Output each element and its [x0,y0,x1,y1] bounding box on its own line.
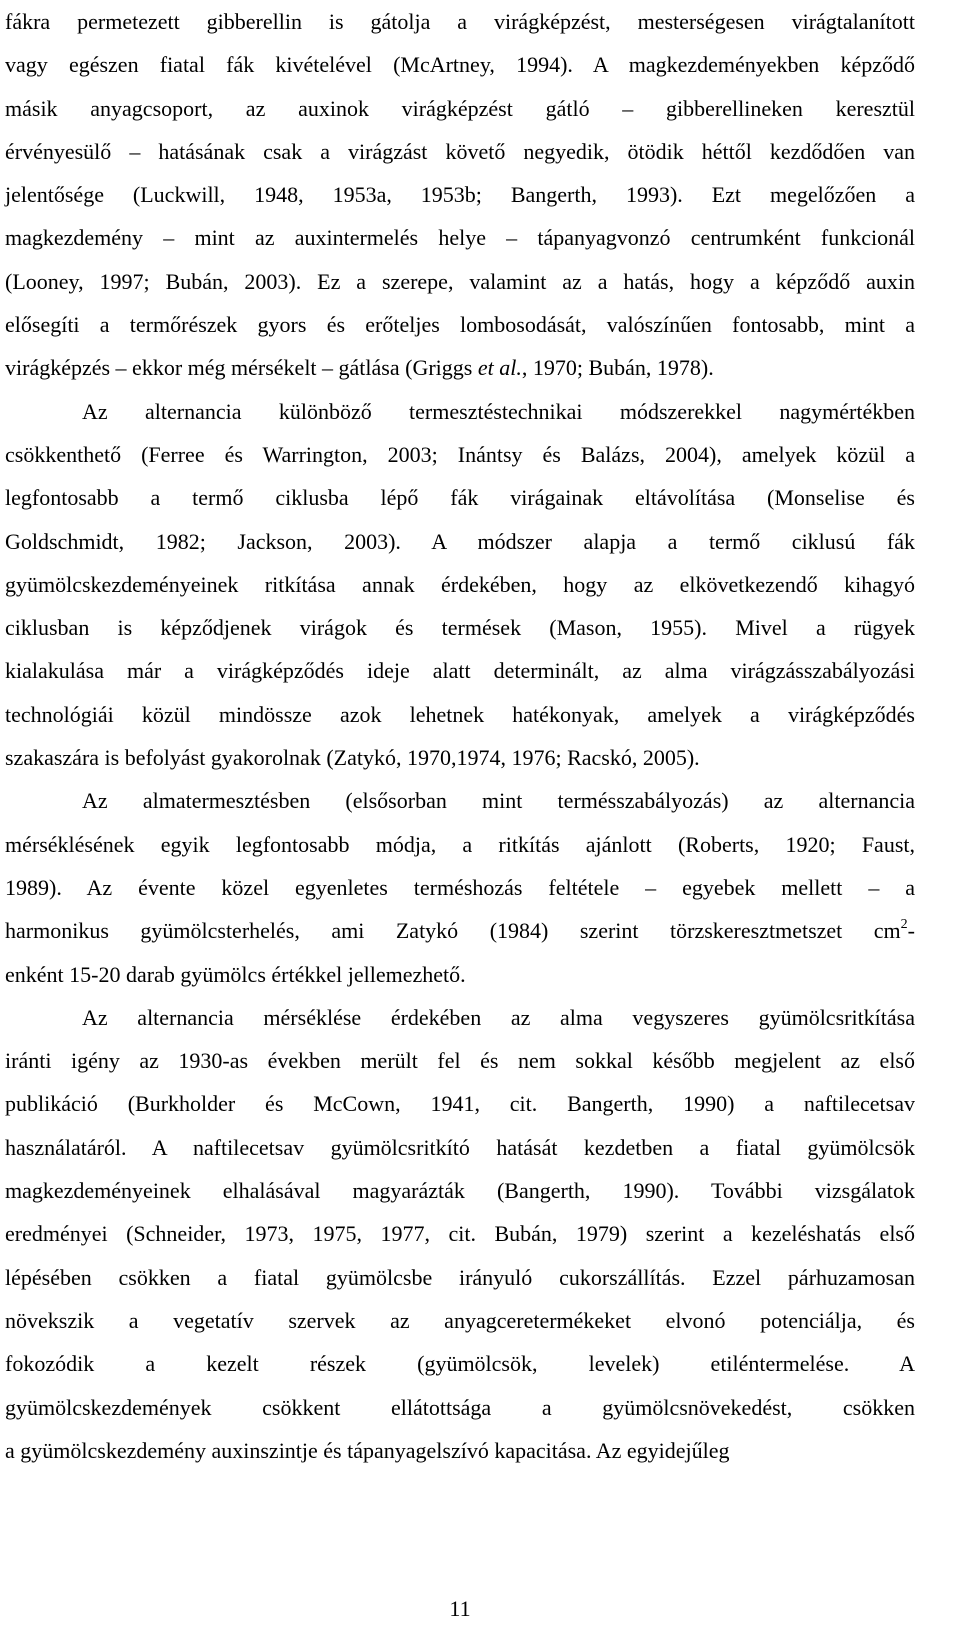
superscript-suffix: - [907,918,915,944]
superscript: 2 [900,917,908,933]
text-line: magkezdemény – mint az auxintermelés helye – tápanyagvonzó centrumként funkcionál [5,225,915,251]
text-line: jelentősége (Luckwill, 1948, 1953a, 1953b; Bangerth, 1993). Ezt megelőzően a [5,182,915,208]
text-line: vagy egészen fiatal fák kivételével (McArtney, 1994). A magkezdeményekben képződő [5,52,915,78]
text-line: iránti igény az 1930-as években merült fel és nem sokkal később megjelent az első [5,1048,915,1074]
text-line: gyümölcskezdemények csökkent ellátottsága a gyümölcsnövekedést, csökken [5,1394,915,1420]
text-line: fákra permetezett gibberellin is gátolja a virágképzést, mesterségesen virágtalanított [5,9,915,34]
text-line: eredményei (Schneider, 1973, 1975, 1977, cit. Bubán, 1979) szerint a kezeléshatás első [5,1221,915,1247]
text-line: Goldschmidt, 1982; Jackson, 2003). A módszer alapja a termő ciklusú fák [5,528,915,554]
text-line: a gyümölcskezdemény auxinszintje és tápanyagelszívó kapacitása. Az egyidejűleg [5,1437,730,1463]
text-line: (Looney, 1997; Bubán, 2003). Ez a szerepe, valamint az a hatás, hogy a képződő auxin [5,268,915,294]
text-line: Az alternancia különböző termesztéstechnikai módszerekkel nagymértékben [82,398,915,424]
text-line: magkezdeményeinek elhalásával magyarázták (Bangerth, 1990). További vizsgálatok [5,1178,915,1204]
paragraph [5,779,915,995]
text-line: publikáció (Burkholder és McCown, 1941, cit. Bangerth, 1990) a naftilecetsav [5,1091,915,1117]
text-line: Az almatermesztésben (elsősorban mint termésszabályozás) az alternancia [82,788,915,814]
text-line: másik anyagcsoport, az auxinok virágképzést gátló – gibberellineken keresztül [5,95,915,121]
text-line: mérséklésének egyik legfontosabb módja, a ritkítás ajánlott (Roberts, 1920; Faust, [5,831,915,857]
page-number: 11 [449,1596,471,1621]
text-line: lépésében csökken a fiatal gyümölcsbe irányuló cukorszállítás. Ezzel párhuzamosan [5,1264,915,1290]
text-line: virágképzés – ekkor még mérsékelt – gátlása (Griggs et al., 1970; Bubán, 1978). [5,355,714,381]
text-line: érvényesülő – hatásának csak a virágzást követő negyedik, ötödik héttől kezdődően van [5,138,915,164]
text-line: Az alternancia mérséklése érdekében az alma vegyszeres gyümölcsritkítása [82,1004,915,1030]
text-line: ciklusban is képződjenek virágok és termések (Mason, 1955). Mivel a rügyek [5,615,915,641]
paragraph [5,0,915,390]
text-line: 1989). Az évente közel egyenletes terméshozás feltétele – egyebek mellett – a [5,874,915,900]
text-line: enként 15-20 darab gyümölcs értékkel jellemezhető. [5,961,466,987]
text-line: szakaszára is befolyást gyakorolnak (Zatykó, 1970,1974, 1976; Racskó, 2005). [5,745,700,771]
text-line: technológiái közül mindössze azok lehetnek hatékonyak, amelyek a virágképződés [5,701,915,727]
text-line: növekszik a vegetatív szervek az anyagceretermékeket elvonó potenciálja, és [5,1307,915,1333]
text-line: harmonikus gyümölcsterhelés, ami Zatykó (1984) szerint törzskeresztmetszet $cm^2-$ [5,917,915,944]
text-line: legfontosabb a termő ciklusba lépő fák virágainak eltávolítása (Monselise és [5,485,915,511]
text-line: csökkenthető (Ferree és Warrington, 2003; Inántsy és Balázs, 2004), amelyek közül a [5,441,915,467]
body-text [5,0,915,1472]
text-line: fokozódik a kezelt részek (gyümölcsök, levelek) etiléntermelése. A [5,1351,915,1377]
text-line: gyümölcskezdeményeinek ritkítása annak érdekében, hogy az elkövetkezendő kihagyó [5,571,915,597]
text-line: kialakulása már a virágképződés ideje alatt determinált, az alma virágzásszabályozási [5,658,915,684]
paragraph [5,390,915,780]
paragraph [5,996,915,1472]
text-line: elősegíti a termőrészek gyors és erőteljes lombosodását, valószínűen fontosabb, mint a [5,312,915,338]
text-line: használatáról. A naftilecetsav gyümölcsritkító hatását kezdetben a fiatal gyümölcsök [5,1134,915,1160]
